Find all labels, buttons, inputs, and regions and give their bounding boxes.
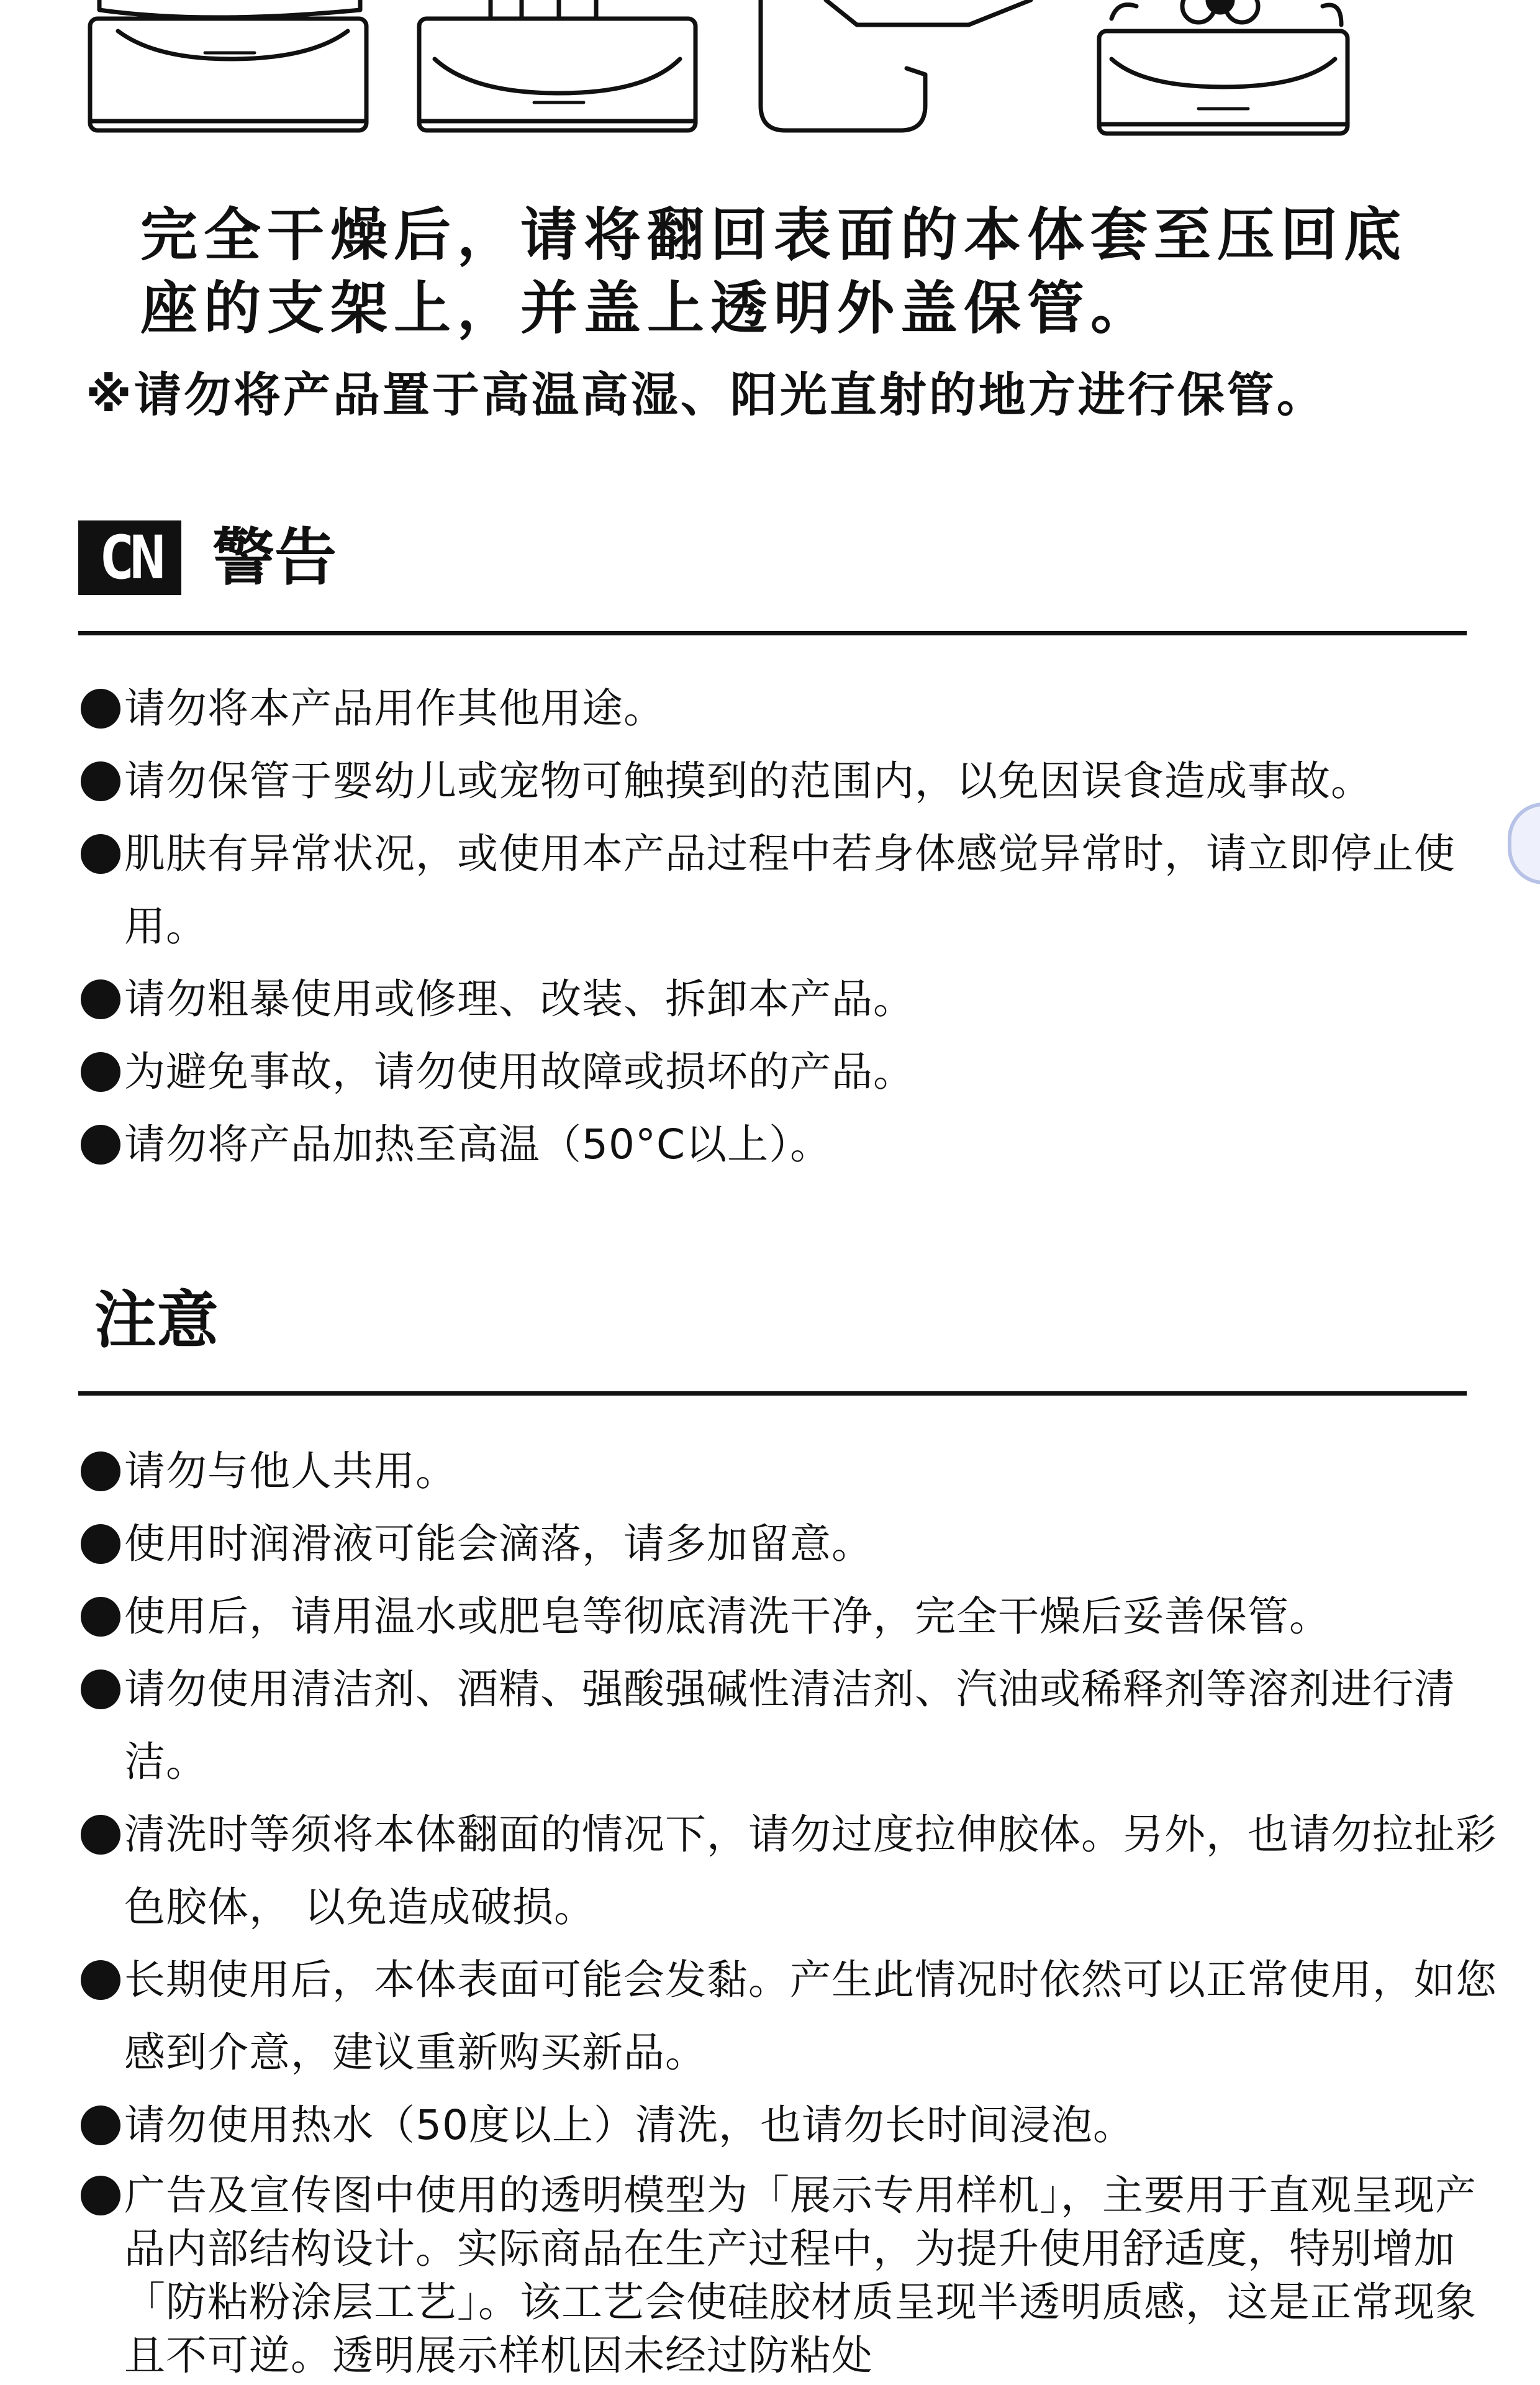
bullet-icon	[81, 745, 124, 817]
warning-item: 请勿保管于婴幼儿或宠物可触摸到的范围内，以免因误食造成事故。	[81, 745, 1515, 817]
bullet-icon	[81, 2169, 124, 2222]
illustration-base-1	[90, 0, 366, 130]
bullet-icon	[81, 1580, 124, 1653]
caution-divider	[78, 1391, 1467, 1396]
caution-item: 广告及宣传图中使用的透明模型为「展示专用样机」，主要用于直观呈现产品内部结构设计。实际商品在生产过程中，为提升使用舒适度，特别增加「防粘粉涂层工艺」。该工艺会使硅胶材质呈现半透明质感，这是正常现象且不可逆。透明展示样机因未经过防粘处	[81, 2169, 1515, 2383]
caution-item: 请勿使用清洁剂、酒精、强酸强碱性清洁剂、汽油或稀释剂等溶剂进行清洁。	[81, 1653, 1515, 1798]
bullet-icon	[81, 1435, 124, 1507]
warning-item: 肌肤有异常状况，或使用本产品过程中若身体感觉异常时，请立即停止使用。	[81, 817, 1515, 963]
warning-title: 警告	[212, 521, 337, 594]
caution-item: 使用后，请用温水或肥皂等彻底清洗干净，完全干燥后妥善保管。	[81, 1580, 1515, 1653]
storage-note: ※请勿将产品置于高温高湿、阳光直射的地方进行保管。	[86, 367, 1326, 422]
caution-item: 请勿与他人共用。	[81, 1435, 1515, 1507]
caution-list	[81, 1435, 1515, 2161]
warning-item: 请勿将产品加热至高温（50°C以上）。	[81, 1108, 1515, 1181]
bullet-icon	[81, 1943, 124, 2016]
bullet-icon	[81, 1507, 124, 1580]
caution-list-last	[81, 2169, 1515, 2383]
bullet-icon	[81, 1798, 124, 1871]
warning-item: 请勿将本产品用作其他用途。	[81, 672, 1515, 745]
illustration-base-lid	[1099, 0, 1348, 134]
drying-storage-instruction	[140, 199, 1475, 345]
warning-item: 请勿粗暴使用或修理、改装、拆卸本产品。	[81, 963, 1515, 1035]
caution-item: 请勿使用热水（50度以上）清洗，也请勿长时间浸泡。	[81, 2089, 1515, 2161]
caution-title: 注意	[94, 1284, 219, 1356]
warning-item: 为避免事故，请勿使用故障或损坏的产品。	[81, 1035, 1515, 1108]
illustration-base-2	[419, 0, 695, 130]
instruction-line-1: 完全干燥后，请将翻回表面的本体套至压回底	[140, 202, 1408, 268]
warning-list	[81, 672, 1515, 1181]
caution-item: 清洗时等须将本体翻面的情况下，请勿过度拉伸胶体。另外，也请勿拉扯彩色胶体， 以免造成破损。	[81, 1798, 1515, 1943]
instruction-line-2: 座的支架上，并盖上透明外盖保管。	[140, 275, 1154, 342]
caution-item: 使用时润滑液可能会滴落，请多加留意。	[81, 1507, 1515, 1580]
bullet-icon	[81, 817, 124, 890]
bullet-icon	[81, 1108, 124, 1181]
bullet-icon	[81, 1035, 124, 1108]
bullet-icon	[81, 963, 124, 1035]
bullet-icon	[81, 672, 124, 745]
cn-badge: CN	[78, 520, 181, 595]
bullet-icon	[81, 2089, 124, 2161]
product-illustrations	[0, 0, 1540, 143]
illustration-body	[761, 0, 1031, 130]
caution-item: 长期使用后，本体表面可能会发黏。产生此情况时依然可以正常使用，如您感到介意，建议重新购买新品。	[81, 1943, 1515, 2089]
bullet-icon	[81, 1653, 124, 1725]
warning-divider	[78, 631, 1467, 635]
